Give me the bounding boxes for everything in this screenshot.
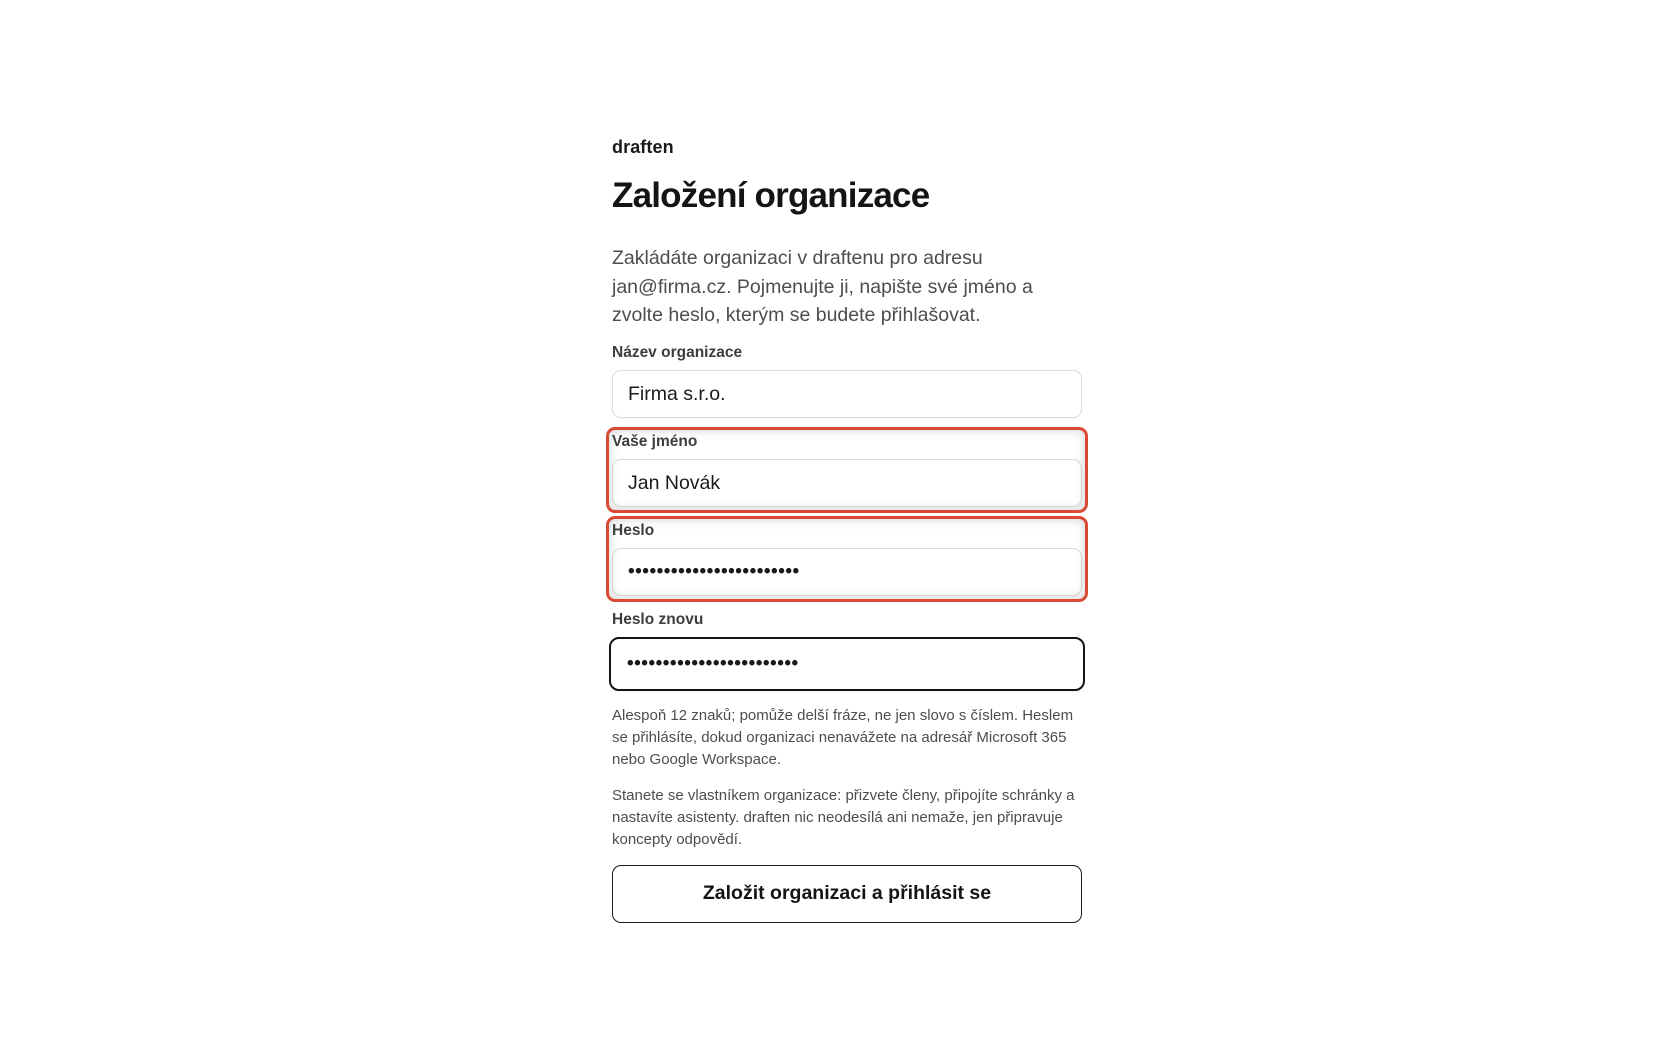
your-name-label: Vaše jméno [612, 432, 698, 450]
org-name-label: Název organizace [612, 343, 743, 361]
password-input[interactable]: •••••••••••••••••••••••• [612, 548, 1082, 596]
password-repeat-input[interactable]: •••••••••••••••••••••••• [609, 637, 1085, 691]
brand-logo-text: draften [612, 137, 674, 157]
signup-form-container [612, 136, 1082, 923]
intro-text: Zakládáte organizaci v draftenu pro adresu jan@firma.cz. Pojmenujte ji, napište své jméno a zvolte heslo, kterým se budete přihlašovat. [612, 247, 1033, 326]
org-name-input[interactable]: Firma s.r.o. [612, 370, 1082, 418]
create-organization-button[interactable]: Založit organizaci a přihlásit se [612, 865, 1082, 923]
password-hint: Alespoň 12 znaků; pomůže delší fráze, ne jen slovo s číslem. Heslem se přihlásíte, dokud organizaci nenavážete na adresář Microsoft 365 nebo Google Workspace. [612, 706, 1074, 768]
password-field [612, 522, 1082, 596]
password-repeat-label: Heslo znovu [612, 610, 704, 628]
your-name-input[interactable]: Jan Novák [612, 459, 1082, 507]
password-repeat-field [612, 611, 1082, 691]
owner-note: Stanete se vlastníkem organizace: přizvete členy, připojíte schránky a nastavíte asistenty. draften nic neodesílá ani nemaže, jen připravuje koncepty odpovědí. [612, 786, 1075, 848]
your-name-field [612, 433, 1082, 507]
password-label: Heslo [612, 521, 655, 539]
org-name-field [612, 344, 1082, 418]
page-title: Založení organizace [612, 176, 930, 215]
